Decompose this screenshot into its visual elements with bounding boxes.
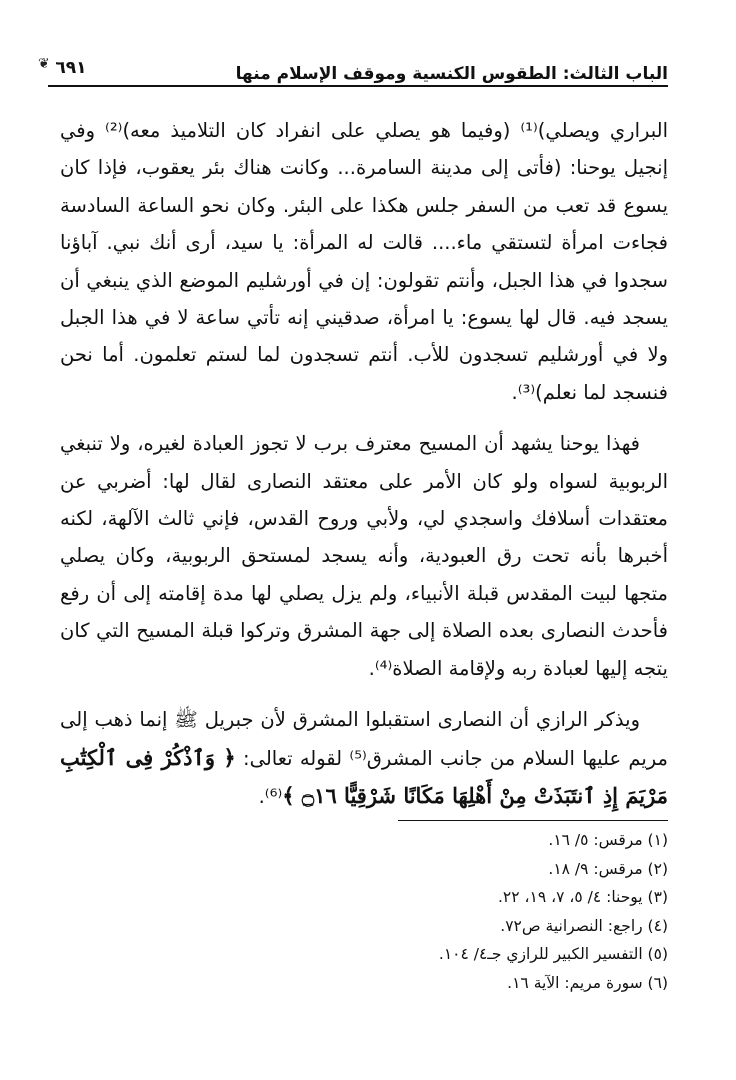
footnote-item: (٥) التفسير الكبير للرازي جـ٤/ ١٠٤. xyxy=(438,945,668,963)
paragraph-3-text: ويذكر الرازي أن النصارى استقبلوا المشرق لأن جبريل ﷺ إنما ذهب إلى مريم عليها السلام من جانب المشرق⁽⁵⁾ لقوله تعالى: xyxy=(60,708,668,770)
footnote-item: (٢) مرقس: ٩/ ١٨. xyxy=(548,859,668,878)
footnote-divider xyxy=(398,820,668,821)
main-text xyxy=(60,112,668,815)
paragraph-1: البراري ويصلي)⁽¹⁾ (وفيما هو يصلي على انفراد كان التلاميذ معه)⁽²⁾ وفي إنجيل يوحنا: (فأتى إلى مدينة السامرة... وكانت هناك بئر يعقوب، فإذا كان يسوع قد تعب من السفر جلس هكذا على البئر. وكان نحو الساعة السادسة فجاءت امرأة لتستقي ماء.... قالت له المرأة: يا سيد، أرى أنك نبي. آباؤنا سجدوا في هذا الجبل، وأنتم تقولون: إن في أورشليم الموضع الذي ينبغي أن يسجد فيه. قال لها يسوع: يا امرأة، صدقيني إنه تأتي ساعة لا في هذا الجبل ولا في أورشليم تسجدون للأب. أنتم تسجدون لما لستم تعلمون. أما نحن فنسجد لما نعلم)⁽³⁾. xyxy=(60,119,668,404)
footnotes xyxy=(300,826,668,997)
page-header xyxy=(38,52,668,86)
quran-verse: ﴿ وَٱذْكُرْ فِى ٱلْكِتَٰبِ مَرْيَمَ إِذِ ٱنتَبَذَتْ مِنْ أَهْلِهَا مَكَانًا شَرْقِيًّا ۝١٦ ﴾ xyxy=(60,744,668,808)
page-number xyxy=(38,56,94,80)
footnote-item: (١) مرقس: ٥/ ١٦. xyxy=(548,831,668,849)
chapter-title: الباب الثالث: الطقوس الكنسية وموقف الإسلام منها xyxy=(235,64,668,84)
paragraph-2: فهذا يوحنا يشهد أن المسيح معترف برب لا تجوز العبادة لغيره، ولا تنبغي الربوبية لسواه ولو كان الأمر على معتقد النصارى لقال لها: أضربي عن معتقدات أسلافك واسجدي لي، ولأبي وروح القدس، فإني ثالث الآلهة، لكنه أخبرها بأنه تحت رق العبودية، وأنه يسجد لمستحق الربوبية، وكان يصلي متجها لبيت المقدس قبلة الأنبياء، ولم يزل يصلي لها مدة إقامته إلى أن رفع فأحدث النصارى بعده الصلاة إلى جهة المشرق وتركوا قبلة المسيح التي كان يتجه إليها لعبادة ربه ولإقامة الصلاة⁽⁴⁾. xyxy=(60,432,668,680)
footnote-item: (٦) سورة مريم: الآية ١٦. xyxy=(507,973,668,992)
paragraph-3 xyxy=(60,701,668,815)
header-divider xyxy=(48,85,668,87)
page-number-value: ٦٩١ xyxy=(55,58,87,78)
footnote-item: (٣) يوحنا: ٤/ ٥، ٧، ١٩، ٢٢. xyxy=(497,888,668,906)
verse-footnote-mark: ⁽⁶⁾. xyxy=(258,784,283,808)
ornament-icon: ❦ xyxy=(38,56,50,72)
footnote-item: (٤) راجع: النصرانية ص٧٢. xyxy=(500,916,668,935)
